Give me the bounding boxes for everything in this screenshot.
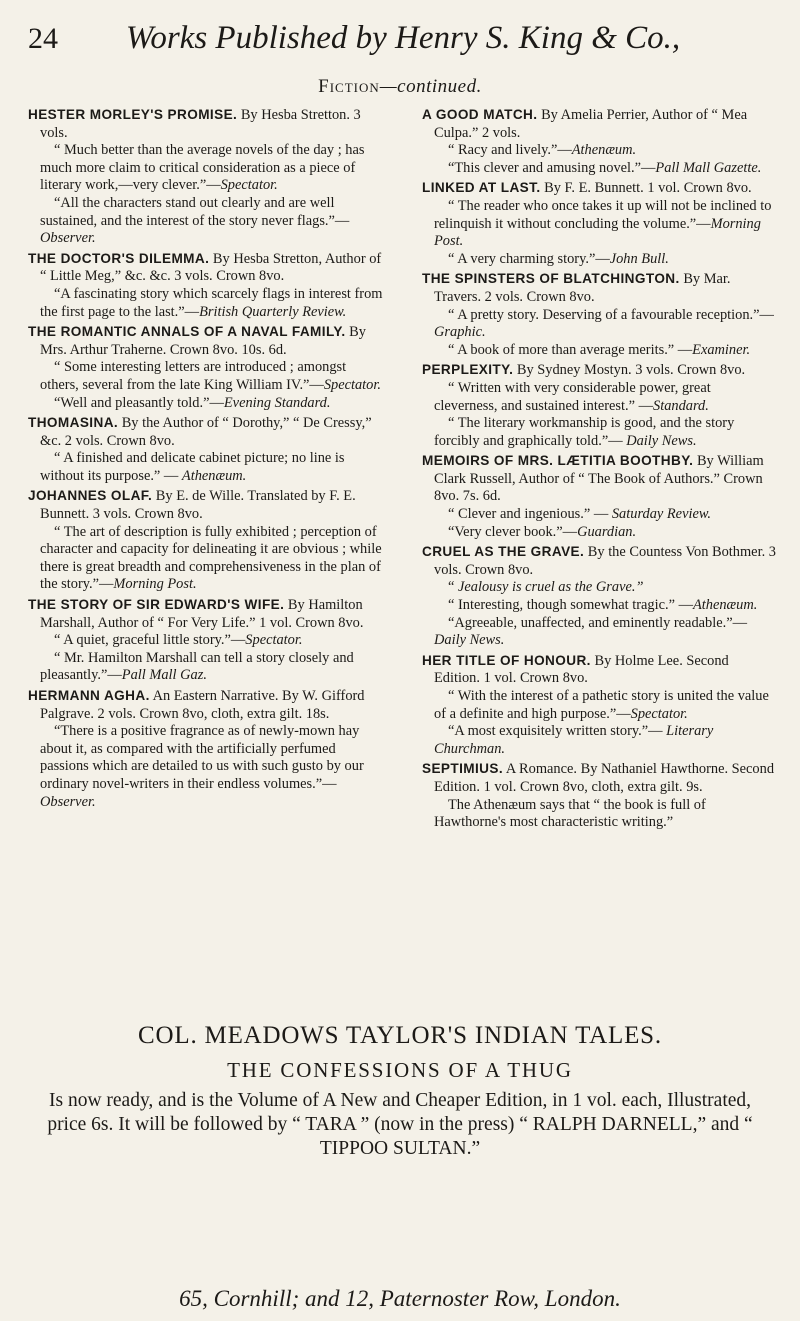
review-source: Observer. [40, 230, 96, 247]
review-source: Morning Post. [113, 576, 197, 593]
quote-text: “All the characters stand out clearly and are well sustained, and the interest of the story never flags.”— [40, 194, 350, 229]
review-quote [434, 797, 777, 832]
book-entry [28, 487, 383, 594]
book-byline: By F. E. Bunnett. 1 vol. Crown 8vo. [544, 180, 752, 197]
review-source: Guardian. [577, 523, 637, 540]
book-entry [28, 250, 383, 321]
book-byline: By the Author of “ Dorothy,” “ De Cressy,” &c. 2 vols. Crown 8vo. [40, 415, 372, 449]
review-source: Athenæum. [571, 142, 637, 159]
quote-text: “ The art of description is fully exhibited ; perception of character and capacity for delineating it are obvious ; while there is great breadth and comprehensiveness in the plan of the story.”— [40, 523, 382, 593]
book-entry [422, 361, 777, 450]
review-source: Pall Mall Gazette. [655, 159, 762, 176]
quote-text: “A fascinating story which scarcely flags in interest from the first page to the last.”— [40, 285, 383, 320]
left-column [28, 106, 383, 813]
review-source: Graphic. [434, 324, 486, 341]
right-column [422, 106, 777, 834]
book-byline: By Hesba Stretton. 3 vols. [40, 107, 361, 141]
book-byline: By Amelia Perrier, Author of “ Mea Culpa.” 2 vols. [434, 107, 748, 141]
review-source: Spectator. [323, 376, 381, 393]
book-title: THE STORY OF SIR EDWARD'S WIFE. [28, 597, 285, 613]
book-byline: By Hamilton Marshall, Author of “ For Very Life.” 1 vol. Crown 8vo. [40, 597, 364, 631]
announcement-body: Is now ready, and is the Volume of A New and Cheaper Edition, in 1 vol. each, Illustrated, price 6s. It will be followed by “ TARA ” (now in the press) “ RALPH DARNELL,” and “ TIPPOO SULTAN.” [47, 1090, 753, 1159]
book-byline: An Eastern Narrative. By W. Gifford Palgrave. 2 vols. Crown 8vo, cloth, extra gilt. 18s. [40, 688, 365, 722]
quote-text: “ Racy and lively.”— [448, 142, 572, 159]
review-quote [434, 524, 777, 542]
book-entry [422, 106, 777, 177]
review-quote [434, 579, 777, 597]
quote-text: “Very clever book.”— [448, 523, 578, 540]
book-entry [28, 596, 383, 685]
review-quote [434, 198, 777, 251]
review-source: Daily News. [626, 432, 697, 449]
review-source: Spectator. [245, 632, 303, 649]
book-title: JOHANNES OLAF. [28, 488, 153, 504]
review-quote [434, 342, 777, 360]
review-quote [40, 450, 383, 485]
quote-text: “ A pretty story. Deserving of a favourable reception.”— [448, 306, 774, 323]
book-entry [28, 687, 383, 811]
book-byline: By Hesba Stretton, Author of “ Little Meg,” &c. &c. 3 vols. Crown 8vo. [40, 250, 382, 285]
quote-text: “Agreeable, unaffected, and eminently readable.”— [448, 614, 747, 631]
section-suffix: —continued. [379, 76, 482, 97]
quote-text: “A most exquisitely written story.”— [448, 723, 667, 740]
quote-text: “ A very charming story.”— [448, 250, 610, 267]
review-quote [434, 380, 777, 415]
book-entry [422, 760, 777, 831]
quote-text: “ Clever and ingenious.” — [448, 506, 612, 523]
review-quote [434, 723, 777, 758]
review-quote [434, 506, 777, 524]
book-title: THE ROMANTIC ANNALS OF A NAVAL FAMILY. [28, 324, 346, 340]
running-head [28, 18, 778, 58]
review-source: Spectator. [220, 177, 278, 194]
quote-text: “There is a positive fragrance as of newly-mown hay about it, as compared with the artificially perfumed passions which are detailed to us with such gusto by our ordinary novel-writers in their endless volumes.”— [40, 723, 364, 792]
review-source: Saturday Review. [611, 506, 711, 523]
quote-text: “ Written with very considerable power, great cleverness, and sustained interest.” — [434, 379, 711, 414]
review-quote [40, 524, 383, 594]
book-byline: By Sydney Mostyn. 3 vols. Crown 8vo. [516, 362, 746, 379]
review-quote [434, 688, 777, 723]
review-source: Daily News. [434, 632, 505, 649]
book-title: CRUEL AS THE GRAVE. [422, 544, 585, 560]
book-title: THE SPINSTERS OF BLATCHINGTON. [422, 271, 680, 287]
book-entry [422, 652, 777, 759]
book-title: HESTER MORLEY'S PROMISE. [28, 107, 238, 122]
quote-text: “ Much better than the average novels of the day ; has much more claim to critical consideration as a piece of literary work,—very clever.”— [40, 142, 365, 194]
running-title: Works Published by Henry S. King & Co., [125, 20, 681, 56]
book-entry [28, 106, 383, 248]
quote-text: “This clever and amusing novel.”— [448, 159, 656, 176]
review-quote [40, 142, 383, 195]
review-quote [434, 142, 777, 160]
review-source: Pall Mall Gaz. [121, 667, 207, 684]
quote-text: “ A book of more than average merits.” — [448, 341, 693, 358]
book-byline: A Romance. By Nathaniel Hawthorne. Second Edition. 1 vol. Crown 8vo, cloth, extra gilt. 9s. [434, 761, 775, 795]
review-source: Literary Churchman. [434, 723, 714, 757]
quote-text: “ A quiet, graceful little story.”— [54, 632, 246, 649]
book-title: LINKED AT LAST. [422, 180, 541, 196]
review-quote [434, 415, 777, 450]
quote-text: “ Interesting, though somewhat tragic.” — [448, 597, 693, 614]
review-quote [40, 359, 383, 394]
review-source: Spectator. [630, 705, 688, 722]
review-quote [434, 251, 777, 269]
review-quote [40, 286, 383, 321]
announcement [0, 1022, 800, 1161]
quote-text: “ A finished and delicate cabinet picture; no line is without its purpose.” — [40, 450, 345, 484]
review-source: Evening Standard. [223, 394, 331, 411]
page-number: 24 [28, 22, 58, 55]
quote-text: The Athenæum says that “ the book is full of Hawthorne's most characteristic writing.” [434, 796, 706, 831]
book-title: PERPLEXITY. [422, 362, 514, 378]
review-quote [434, 160, 777, 178]
book-byline: By William Clark Russell, Author of “ The Book of Authors.” Crown 8vo. 7s. 6d. [434, 453, 764, 505]
book-title: THOMASINA. [28, 415, 119, 431]
book-byline: By Mrs. Arthur Traherne. Crown 8vo. 10s. 6d. [40, 324, 366, 358]
review-quote [40, 723, 383, 811]
review-quote [434, 597, 777, 615]
book-byline: By Mar. Travers. 2 vols. Crown 8vo. [434, 271, 731, 305]
review-source: John Bull. [609, 250, 669, 267]
review-source: Examiner. [692, 341, 751, 358]
review-quote [40, 395, 383, 413]
quote-text: “Well and pleasantly told.”— [54, 394, 224, 411]
quote-text: “ [448, 579, 458, 596]
book-entry [422, 270, 777, 359]
book-title: MEMOIRS OF MRS. LÆTITIA BOOTHBY. [422, 453, 694, 469]
quote-text: “ Mr. Hamilton Marshall can tell a story closely and pleasantly.”— [40, 649, 354, 684]
review-quote [434, 615, 777, 650]
review-quote [40, 632, 383, 650]
review-source: Athenæum. [181, 467, 247, 484]
review-source: Observer. [40, 793, 96, 810]
quote-text: “ Some interesting letters are introduced ; amongst others, several from the late King William IV.”— [40, 359, 347, 393]
book-entry [28, 414, 383, 485]
book-entry [28, 323, 383, 412]
announcement-title: COL. MEADOWS TAYLOR'S INDIAN TALES. [138, 1022, 662, 1049]
book-entry [422, 543, 777, 650]
book-byline: By Holme Lee. Second Edition. 1 vol. Crown 8vo. [434, 652, 729, 687]
quote-text: “ With the interest of a pathetic story is united the value of a definite and high purpose.”— [434, 688, 769, 722]
book-title: A GOOD MATCH. [422, 107, 538, 122]
section-heading [0, 76, 800, 98]
review-source: British Quarterly Review. [199, 303, 347, 320]
review-source: Standard. [653, 397, 709, 414]
book-byline: By E. de Wille. Translated by F. E. Bunnett. 3 vols. Crown 8vo. [40, 488, 356, 523]
review-quote [40, 195, 383, 248]
book-title: HER TITLE OF HONOUR. [422, 652, 591, 668]
announcement-subtitle: THE CONFESSIONS OF A THUG [227, 1058, 573, 1082]
publisher-imprint: 65, Cornhill; and 12, Paternoster Row, London. [179, 1286, 621, 1311]
review-quote [434, 307, 777, 342]
quote-text: “ The reader who once takes it up will not be inclined to relinquish it without concluding the volume.”— [434, 197, 772, 232]
book-entry [422, 179, 777, 268]
review-quote [40, 650, 383, 685]
section-name: Fiction [318, 76, 380, 97]
review-source: Athenæum. [692, 597, 758, 614]
book-title: HERMANN AGHA. [28, 688, 150, 703]
quote-text: “ The literary workmanship is good, and the story forcibly and graphically told.”— [434, 415, 735, 449]
book-title: SEPTIMIUS. [422, 761, 504, 777]
book-byline: By the Countess Von Bothmer. 3 vols. Crown 8vo. [434, 544, 776, 578]
review-source: Jealousy is cruel as the Grave.” [458, 579, 644, 596]
book-title: THE DOCTOR'S DILEMMA. [28, 250, 210, 266]
review-source: Morning Post. [434, 215, 761, 250]
book-entry [422, 452, 777, 541]
